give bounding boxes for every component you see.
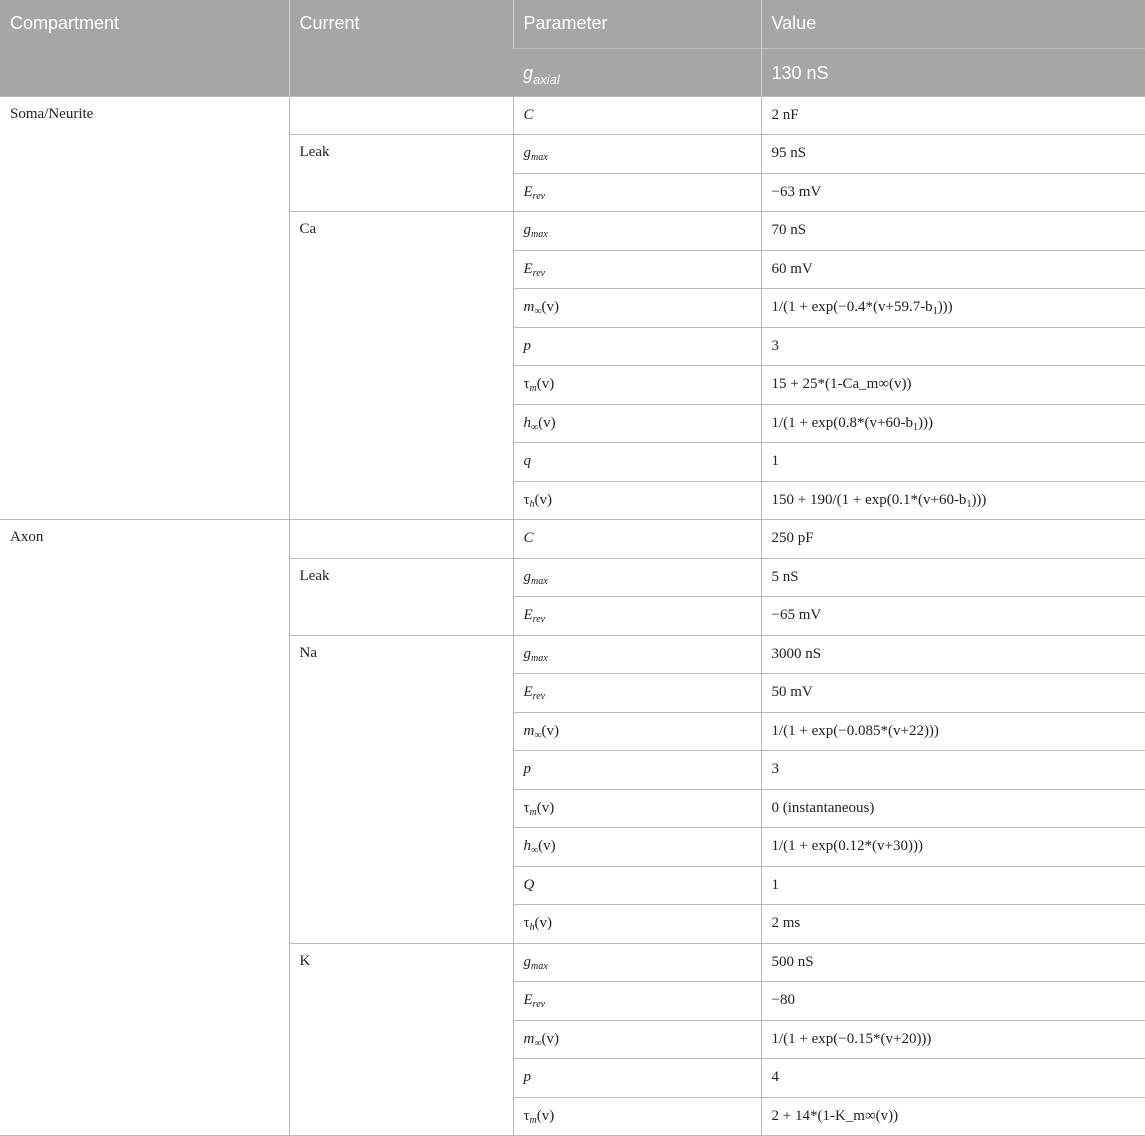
- value-cell: [761, 712, 1145, 751]
- axial-param-base: g: [523, 62, 534, 83]
- parameter-argument: (v): [534, 915, 553, 932]
- parameter-symbol: C: [523, 530, 534, 547]
- value-cell: [761, 751, 1145, 790]
- value-text: 60 mV: [771, 260, 813, 277]
- table-row: [0, 520, 1145, 559]
- value-subscript: 1: [932, 306, 938, 318]
- value-cell: [761, 866, 1145, 905]
- parameter-subscript: rev: [532, 190, 546, 202]
- table-body: [0, 96, 1145, 1136]
- parameter-subscript: ∞: [531, 845, 539, 857]
- parameter-subscript: ∞: [534, 306, 542, 318]
- parameter-cell: [513, 982, 761, 1021]
- header-axial-parameter: [513, 48, 761, 96]
- parameter-subscript: rev: [532, 267, 546, 279]
- value-cell: [761, 982, 1145, 1021]
- parameter-cell: [513, 404, 761, 443]
- parameter-symbol: E: [523, 183, 533, 200]
- table-row: [0, 96, 1145, 135]
- value-text: 95 nS: [771, 145, 807, 162]
- parameter-cell: [513, 558, 761, 597]
- parameter-cell: [513, 1020, 761, 1059]
- value-text: 5 nS: [771, 568, 799, 585]
- header-axial-value: 130 nS: [761, 48, 1145, 96]
- parameter-cell: [513, 674, 761, 713]
- parameter-symbol: τ: [523, 376, 530, 393]
- parameter-symbol: E: [523, 992, 533, 1009]
- current-cell: K: [289, 943, 513, 1136]
- parameter-symbol: E: [523, 607, 533, 624]
- value-cell: [761, 905, 1145, 944]
- value-text: 500 nS: [771, 953, 814, 970]
- parameter-symbol: C: [523, 106, 534, 123]
- value-cell: [761, 789, 1145, 828]
- value-subscript: 1: [912, 421, 918, 433]
- parameter-subscript: ∞: [534, 1037, 542, 1049]
- header-value: Value: [761, 0, 1145, 48]
- parameter-subscript: max: [531, 960, 548, 972]
- parameter-cell: [513, 289, 761, 328]
- value-text: 2 ms: [771, 915, 801, 932]
- parameter-cell: [513, 905, 761, 944]
- value-subscript: 1: [966, 498, 972, 510]
- value-text: 2 nF: [771, 106, 799, 123]
- parameter-symbol: τ: [523, 915, 530, 932]
- value-cell: [761, 96, 1145, 135]
- current-cell: [289, 520, 513, 559]
- parameter-cell: [513, 96, 761, 135]
- parameter-cell: [513, 1097, 761, 1136]
- value-cell: [761, 1059, 1145, 1098]
- value-tail: ))): [917, 414, 933, 431]
- parameter-cell: [513, 366, 761, 405]
- value-cell: [761, 366, 1145, 405]
- value-text: 2 + 14*(1-K_m∞(v)): [771, 1107, 899, 1124]
- value-text: 150 + 190/(1 + exp(0.1*(v+60-b: [771, 491, 967, 508]
- parameter-subscript: max: [531, 575, 548, 587]
- value-text: 0 (instantaneous): [771, 799, 875, 816]
- parameter-symbol: q: [523, 453, 531, 470]
- compartment-cell: Axon: [0, 520, 289, 1136]
- parameter-cell: [513, 173, 761, 212]
- value-cell: [761, 943, 1145, 982]
- compartment-cell: Soma/Neurite: [0, 96, 289, 520]
- parameter-cell: [513, 135, 761, 174]
- value-cell: [761, 828, 1145, 867]
- parameter-symbol: p: [523, 761, 531, 778]
- parameter-argument: (v): [536, 1107, 555, 1124]
- value-text: 1/(1 + exp(0.12*(v+30))): [771, 838, 923, 855]
- value-cell: [761, 135, 1145, 174]
- parameter-argument: (v): [538, 414, 556, 431]
- value-cell: [761, 635, 1145, 674]
- axial-param-sub: axial: [533, 71, 560, 87]
- value-cell: [761, 558, 1145, 597]
- value-tail: ))): [937, 299, 953, 316]
- parameter-argument: (v): [541, 722, 559, 739]
- value-text: 70 nS: [771, 222, 807, 239]
- parameter-symbol: g: [523, 222, 531, 239]
- parameter-subscript: m: [529, 806, 537, 818]
- parameter-argument: (v): [534, 491, 553, 508]
- parameter-argument: (v): [538, 838, 556, 855]
- value-text: 1/(1 + exp(−0.4*(v+59.7-b: [771, 299, 933, 316]
- parameter-subscript: max: [531, 229, 548, 241]
- table-header: [0, 0, 1145, 96]
- current-cell: Leak: [289, 558, 513, 635]
- header-compartment: Compartment: [0, 0, 289, 96]
- current-cell: Na: [289, 635, 513, 943]
- parameter-cell: [513, 327, 761, 366]
- parameter-subscript: max: [531, 152, 548, 164]
- header-current: Current: [289, 0, 513, 96]
- value-cell: [761, 404, 1145, 443]
- parameter-subscript: rev: [532, 691, 546, 703]
- parameter-symbol: τ: [523, 799, 530, 816]
- value-text: 1/(1 + exp(−0.15*(v+20))): [771, 1030, 932, 1047]
- parameter-subscript: ∞: [534, 729, 542, 741]
- parameter-cell: [513, 250, 761, 289]
- parameter-cell: [513, 751, 761, 790]
- value-cell: [761, 674, 1145, 713]
- value-text: 4: [771, 1069, 779, 1086]
- parameter-symbol: g: [523, 145, 531, 162]
- value-text: 3: [771, 761, 779, 778]
- value-cell: [761, 520, 1145, 559]
- parameter-cell: [513, 943, 761, 982]
- parameter-symbol: E: [523, 684, 533, 701]
- parameter-symbol: g: [523, 645, 531, 662]
- value-cell: [761, 1097, 1145, 1136]
- parameter-subscript: max: [531, 652, 548, 664]
- parameter-argument: (v): [536, 376, 555, 393]
- parameter-subscript: h: [529, 922, 535, 934]
- parameter-symbol: τ: [523, 1107, 530, 1124]
- value-text: 1: [771, 876, 779, 893]
- value-cell: [761, 481, 1145, 520]
- parameter-symbol: Q: [523, 876, 535, 893]
- header-parameter: Parameter: [513, 0, 761, 48]
- parameter-cell: [513, 1059, 761, 1098]
- value-text: 3: [771, 337, 779, 354]
- parameter-cell: [513, 712, 761, 751]
- current-cell: [289, 96, 513, 135]
- parameter-cell: [513, 212, 761, 251]
- value-text: 1/(1 + exp(0.8*(v+60-b: [771, 414, 913, 431]
- value-cell: [761, 250, 1145, 289]
- parameter-symbol: m: [523, 722, 535, 739]
- parameter-symbol: p: [523, 1069, 531, 1086]
- value-cell: [761, 1020, 1145, 1059]
- parameter-cell: [513, 789, 761, 828]
- parameter-cell: [513, 443, 761, 482]
- value-text: 3000 nS: [771, 645, 822, 662]
- parameter-symbol: m: [523, 1030, 535, 1047]
- value-cell: [761, 212, 1145, 251]
- value-cell: [761, 289, 1145, 328]
- parameter-subscript: rev: [532, 614, 546, 626]
- value-text: 250 pF: [771, 530, 814, 547]
- parameter-subscript: m: [529, 383, 537, 395]
- parameter-symbol: g: [523, 568, 531, 585]
- parameter-cell: [513, 866, 761, 905]
- parameter-cell: [513, 828, 761, 867]
- parameter-cell: [513, 635, 761, 674]
- parameter-cell: [513, 481, 761, 520]
- value-cell: [761, 173, 1145, 212]
- value-cell: [761, 327, 1145, 366]
- parameter-subscript: ∞: [531, 421, 539, 433]
- parameter-symbol: τ: [523, 491, 530, 508]
- parameter-argument: (v): [541, 299, 559, 316]
- value-text: 15 + 25*(1-Ca_m∞(v)): [771, 376, 912, 393]
- parameter-subscript: m: [529, 1114, 537, 1126]
- value-text: 1: [771, 453, 779, 470]
- value-text: −80: [771, 992, 795, 1009]
- parameter-symbol: h: [523, 414, 531, 431]
- parameter-argument: (v): [541, 1030, 559, 1047]
- parameter-symbol: g: [523, 953, 531, 970]
- parameter-subscript: rev: [532, 999, 546, 1011]
- value-text: −63 mV: [771, 183, 822, 200]
- value-text: 1/(1 + exp(−0.085*(v+22))): [771, 722, 939, 739]
- value-text: −65 mV: [771, 607, 822, 624]
- parameter-subscript: h: [529, 498, 535, 510]
- value-text: 50 mV: [771, 684, 813, 701]
- parameter-symbol: m: [523, 299, 535, 316]
- current-cell: Ca: [289, 212, 513, 520]
- value-cell: [761, 597, 1145, 636]
- parameter-cell: [513, 597, 761, 636]
- parameter-symbol: E: [523, 260, 533, 277]
- current-cell: Leak: [289, 135, 513, 212]
- parameter-symbol: p: [523, 337, 531, 354]
- value-cell: [761, 443, 1145, 482]
- parameter-symbol: h: [523, 838, 531, 855]
- value-tail: ))): [971, 491, 987, 508]
- parameter-argument: (v): [536, 799, 555, 816]
- parameter-cell: [513, 520, 761, 559]
